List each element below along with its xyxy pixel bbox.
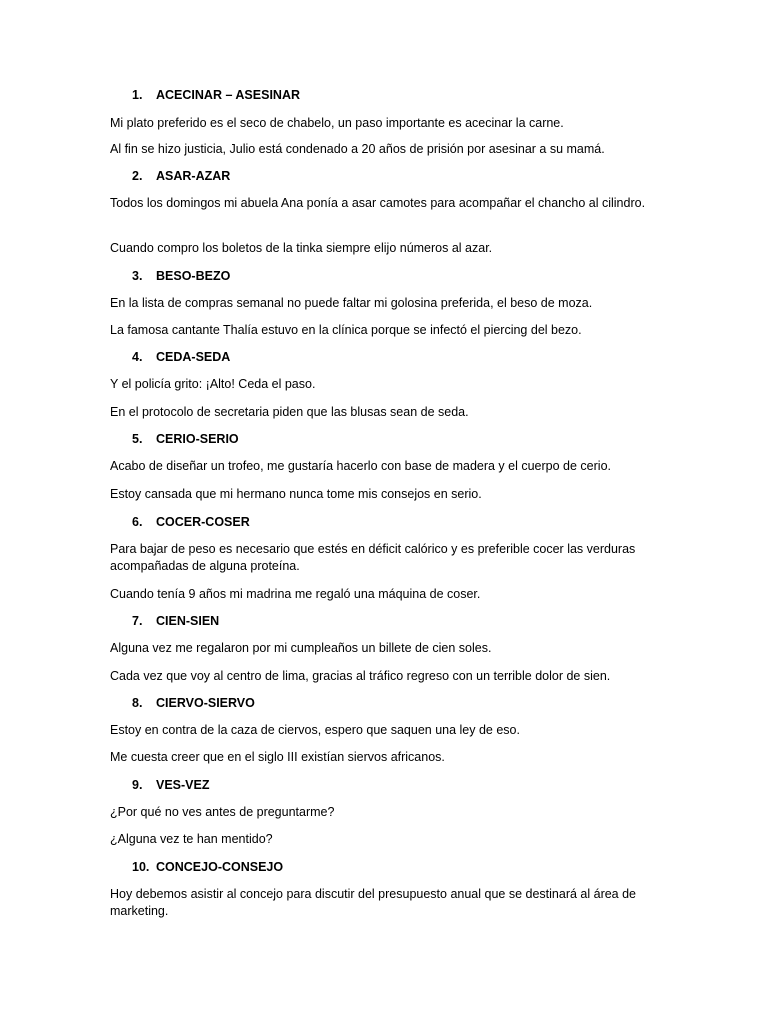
sentence: Estoy cansada que mi hermano nunca tome mis consejos en serio. bbox=[110, 487, 482, 501]
heading-title: BESO-BEZO bbox=[156, 269, 231, 283]
heading-3 bbox=[110, 268, 230, 284]
sentence: Todos los domingos mi abuela Ana ponía a asar camotes para acompañar el chancho al cilindro. bbox=[110, 196, 646, 210]
sentence: ¿Por qué no ves antes de preguntarme? bbox=[110, 805, 335, 819]
sentence: Hoy debemos asistir al concejo para discutir del presupuesto anual que se destinará al área de marketing. bbox=[110, 887, 637, 918]
heading-5 bbox=[110, 431, 239, 447]
sentence: Acabo de diseñar un trofeo, me gustaría hacerlo con base de madera y el cuerpo de cerio. bbox=[110, 459, 611, 473]
heading-6 bbox=[110, 514, 250, 530]
heading-number: 9. bbox=[132, 778, 143, 792]
heading-title: ACECINAR – ASESINAR bbox=[156, 88, 301, 102]
heading-4 bbox=[110, 349, 230, 365]
heading-title: CONCEJO-CONSEJO bbox=[156, 860, 284, 874]
sentence: Cuando tenía 9 años mi madrina me regaló una máquina de coser. bbox=[110, 587, 481, 601]
heading-number: 2. bbox=[132, 169, 143, 183]
heading-10 bbox=[110, 859, 283, 875]
heading-title: CIERVO-SIERVO bbox=[156, 696, 255, 710]
sentence: En el protocolo de secretaria piden que las blusas sean de seda. bbox=[110, 405, 469, 419]
heading-number: 1. bbox=[132, 88, 143, 102]
sentence: Cuando compro los boletos de la tinka siempre elijo números al azar. bbox=[110, 241, 493, 255]
heading-title: VES-VEZ bbox=[156, 778, 210, 792]
sentence: Y el policía grito: ¡Alto! Ceda el paso. bbox=[110, 377, 316, 391]
heading-number: 3. bbox=[132, 269, 143, 283]
sentence: Cada vez que voy al centro de lima, gracias al tráfico regreso con un terrible dolor de sien. bbox=[110, 669, 611, 683]
heading-title: COCER-COSER bbox=[156, 515, 250, 529]
heading-9 bbox=[110, 777, 210, 793]
sentence: Mi plato preferido es el seco de chabelo, un paso importante es acecinar la carne. bbox=[110, 116, 564, 130]
heading-title: ASAR-AZAR bbox=[156, 169, 231, 183]
heading-number: 6. bbox=[132, 515, 143, 529]
sentence: Al fin se hizo justicia, Julio está condenado a 20 años de prisión por asesinar a su mamá. bbox=[110, 142, 605, 156]
sentence: Estoy en contra de la caza de ciervos, espero que saquen una ley de eso. bbox=[110, 723, 520, 737]
sentence: En la lista de compras semanal no puede faltar mi golosina preferida, el beso de moza. bbox=[110, 296, 593, 310]
sentence: Alguna vez me regalaron por mi cumpleaños un billete de cien soles. bbox=[110, 641, 492, 655]
heading-number: 4. bbox=[132, 350, 143, 364]
sentence: La famosa cantante Thalía estuvo en la clínica porque se infectó el piercing del bezo. bbox=[110, 323, 582, 337]
heading-number: 5. bbox=[132, 432, 143, 446]
heading-8 bbox=[110, 695, 255, 711]
sentence: ¿Alguna vez te han mentido? bbox=[110, 832, 273, 846]
heading-title: CIEN-SIEN bbox=[156, 614, 220, 628]
heading-number: 8. bbox=[132, 696, 143, 710]
heading-title: CEDA-SEDA bbox=[156, 350, 231, 364]
heading-1 bbox=[110, 87, 300, 103]
heading-title: CERIO-SERIO bbox=[156, 432, 239, 446]
heading-number: 7. bbox=[132, 614, 143, 628]
heading-2 bbox=[110, 168, 230, 184]
heading-number: 10. bbox=[132, 860, 150, 874]
heading-7 bbox=[110, 613, 219, 629]
sentence: Me cuesta creer que en el siglo III existían siervos africanos. bbox=[110, 750, 445, 764]
sentence: Para bajar de peso es necesario que estés en déficit calórico y es preferible cocer las verduras acompañadas de alguna proteína. bbox=[110, 542, 636, 573]
